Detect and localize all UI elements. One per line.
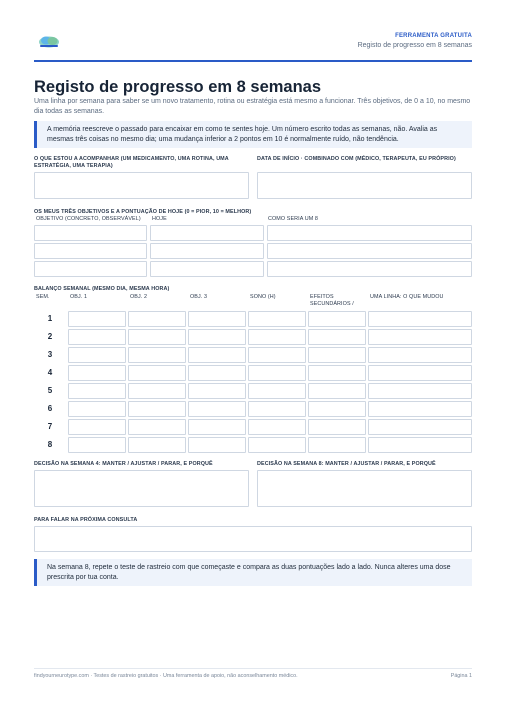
- page-title: Registo de progresso em 8 semanas: [34, 78, 322, 96]
- page-subtitle: Uma linha por semana para saber se um novo tratamento, rotina ou estratégia está mesmo a funcionar. Três objetivos, de 0 a 10, no mesmo dia todas as semanas.: [34, 98, 471, 115]
- week-4-sleep-field[interactable]: [248, 365, 306, 381]
- obj2-column-header: OBJ. 2: [130, 294, 148, 300]
- week-4-obj1-field[interactable]: [68, 365, 126, 381]
- start-date-label: DATA DE INÍCIO · COMBINADO COM (MÉDICO, TERAPEUTA, EU PRÓPRIO): [257, 156, 456, 162]
- week-4-obj2-field[interactable]: [128, 365, 186, 381]
- week-3-sleep-field[interactable]: [248, 347, 306, 363]
- week8-decision-label: DECISÃO NA SEMANA 8: MANTER / AJUSTAR / PARAR, E PORQUÊ: [257, 461, 436, 467]
- week-1-what-changed-field[interactable]: [368, 311, 472, 327]
- objectives-heading: OS MEUS TRÊS OBJETIVOS E A PONTUAÇÃO DE HOJE (0 = PIOR, 10 = MELHOR): [34, 209, 252, 215]
- objective-1-today-field[interactable]: [150, 225, 264, 241]
- today-column-header: HOJE: [152, 216, 167, 222]
- objective-column-header: OBJETIVO (CONCRETO, OBSERVÁVEL): [36, 216, 141, 222]
- week-number: 7: [47, 422, 53, 431]
- week-8-sleep-field[interactable]: [248, 437, 306, 453]
- week-6-obj2-field[interactable]: [128, 401, 186, 417]
- side-effects-column-header: EFEITOS SECUNDÁRIOS /: [310, 294, 354, 307]
- week-4-what-changed-field[interactable]: [368, 365, 472, 381]
- objective-3-target-field[interactable]: [267, 261, 472, 277]
- week-7-obj2-field[interactable]: [128, 419, 186, 435]
- week-5-sleep-field[interactable]: [248, 383, 306, 399]
- week-7-obj3-field[interactable]: [188, 419, 246, 435]
- week-6-side-effects-field[interactable]: [308, 401, 366, 417]
- next-appointment-field[interactable]: [34, 526, 472, 552]
- week-2-side-effects-field[interactable]: [308, 329, 366, 345]
- start-date-field[interactable]: [257, 172, 472, 199]
- week-3-obj1-field[interactable]: [68, 347, 126, 363]
- next-appointment-label: PARA FALAR NA PRÓXIMA CONSULTA: [34, 517, 138, 523]
- week4-decision-label: DECISÃO NA SEMANA 4: MANTER / AJUSTAR / PARAR, E PORQUÊ: [34, 461, 213, 467]
- weekly-heading: BALANÇO SEMANAL (MESMO DIA, MESMA HORA): [34, 286, 170, 292]
- week-7-side-effects-field[interactable]: [308, 419, 366, 435]
- week-8-side-effects-field[interactable]: [308, 437, 366, 453]
- week-number: 4: [47, 368, 53, 377]
- objective-1-target-field[interactable]: [267, 225, 472, 241]
- week-6-obj3-field[interactable]: [188, 401, 246, 417]
- week-3-obj2-field[interactable]: [128, 347, 186, 363]
- week-8-obj1-field[interactable]: [68, 437, 126, 453]
- week-1-obj1-field[interactable]: [68, 311, 126, 327]
- week-1-side-effects-field[interactable]: [308, 311, 366, 327]
- page-number: Página 1: [450, 673, 472, 679]
- week-8-obj3-field[interactable]: [188, 437, 246, 453]
- week-2-obj3-field[interactable]: [188, 329, 246, 345]
- week-5-side-effects-field[interactable]: [308, 383, 366, 399]
- objective-2-today-field[interactable]: [150, 243, 264, 259]
- week-number: 8: [47, 440, 53, 449]
- week-7-sleep-field[interactable]: [248, 419, 306, 435]
- week-7-what-changed-field[interactable]: [368, 419, 472, 435]
- week-2-what-changed-field[interactable]: [368, 329, 472, 345]
- week-3-what-changed-field[interactable]: [368, 347, 472, 363]
- week-number: 3: [47, 350, 53, 359]
- tracking-label: O QUE ESTOU A ACOMPANHAR (UM MEDICAMENTO, UMA ROTINA, UMA ESTRATÉGIA, UMA TERAPIA): [34, 156, 229, 169]
- header-subtitle: Registo de progresso em 8 semanas: [357, 42, 472, 49]
- what-changed-column-header: UMA LINHA: O QUE MUDOU: [370, 294, 444, 300]
- week-1-obj3-field[interactable]: [188, 311, 246, 327]
- week-6-obj1-field[interactable]: [68, 401, 126, 417]
- header-divider: [34, 60, 472, 62]
- week-number: 1: [47, 314, 53, 323]
- footer-divider: [34, 668, 472, 669]
- week4-decision-field[interactable]: [34, 470, 249, 507]
- obj1-column-header: OBJ. 1: [70, 294, 88, 300]
- objective-2-target-field[interactable]: [267, 243, 472, 259]
- week-5-obj3-field[interactable]: [188, 383, 246, 399]
- week-3-side-effects-field[interactable]: [308, 347, 366, 363]
- retest-callout: Na semana 8, repete o teste de rastreio com que começaste e compara as duas pontuações lado a lado. Nunca alteres uma dose prescrita por tua conta.: [34, 559, 472, 586]
- week-5-obj2-field[interactable]: [128, 383, 186, 399]
- brain-logo-icon: [38, 34, 60, 48]
- week-2-obj1-field[interactable]: [68, 329, 126, 345]
- week-2-obj2-field[interactable]: [128, 329, 186, 345]
- week8-decision-field[interactable]: [257, 470, 472, 507]
- footer-note: findyourneurotype.com · Testes de rastreio gratuitos · Uma ferramenta de apoio, não aconselhamento médico.: [34, 673, 298, 679]
- week-1-obj2-field[interactable]: [128, 311, 186, 327]
- objective-3-today-field[interactable]: [150, 261, 264, 277]
- week-7-obj1-field[interactable]: [68, 419, 126, 435]
- week-5-obj1-field[interactable]: [68, 383, 126, 399]
- objective-3-field[interactable]: [34, 261, 147, 277]
- week-4-side-effects-field[interactable]: [308, 365, 366, 381]
- week-4-obj3-field[interactable]: [188, 365, 246, 381]
- week-5-what-changed-field[interactable]: [368, 383, 472, 399]
- week-6-sleep-field[interactable]: [248, 401, 306, 417]
- week-3-obj3-field[interactable]: [188, 347, 246, 363]
- week-number: 2: [47, 332, 53, 341]
- week-2-sleep-field[interactable]: [248, 329, 306, 345]
- week-6-what-changed-field[interactable]: [368, 401, 472, 417]
- target-column-header: COMO SERIA UM 8: [268, 216, 319, 222]
- sleep-column-header: SONO (H): [250, 294, 276, 300]
- week-number: 6: [47, 404, 53, 413]
- objective-2-field[interactable]: [34, 243, 147, 259]
- header-tag: FERRAMENTA GRATUITA: [395, 33, 472, 39]
- week-1-sleep-field[interactable]: [248, 311, 306, 327]
- week-8-obj2-field[interactable]: [128, 437, 186, 453]
- week-number: 5: [47, 386, 53, 395]
- obj3-column-header: OBJ. 3: [190, 294, 208, 300]
- tracking-field[interactable]: [34, 172, 249, 199]
- week-8-what-changed-field[interactable]: [368, 437, 472, 453]
- week-column-header: SEM.: [36, 294, 50, 300]
- memory-callout: A memória reescreve o passado para encaixar em como te sentes hoje. Um número escrito todas as semanas, não. Avalia as mesmas três coisas no mesmo dia; uma mudança inferior a 2 pontos em 10 é normalmente ruído, não tendência.: [34, 121, 472, 148]
- objective-1-field[interactable]: [34, 225, 147, 241]
- header-meta: [358, 33, 472, 49]
